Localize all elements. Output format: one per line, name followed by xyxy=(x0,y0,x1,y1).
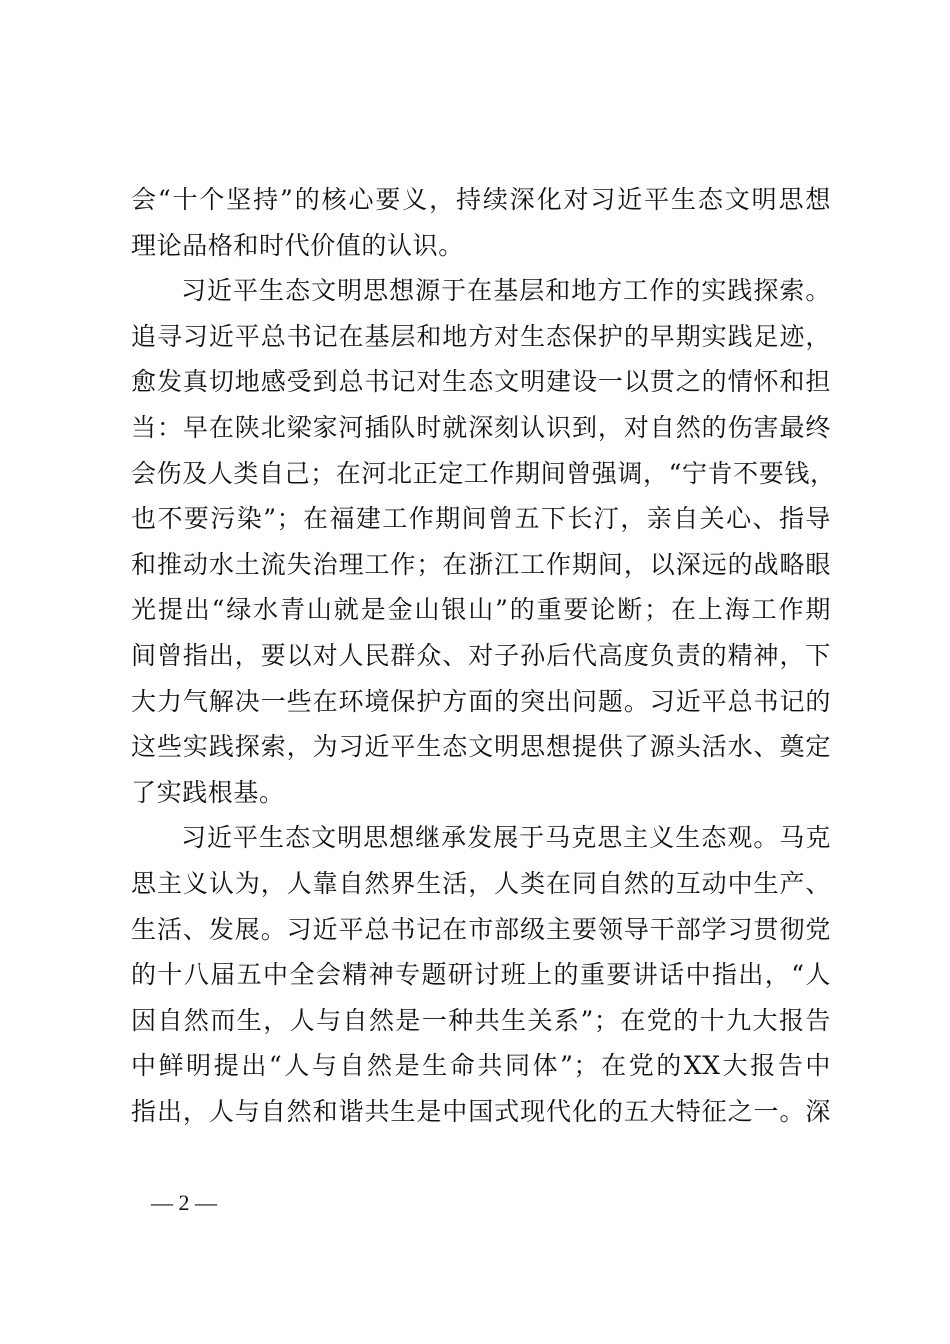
text-line: 这些实践探索，为习近平生态文明思想提供了源头活水、奠定 xyxy=(131,732,831,762)
text-line: 也不要污染”；在福建工作期间曾五下长汀，亲自关心、指导 xyxy=(131,504,831,534)
text-line: 因自然而生，人与自然是一种共生关系”；在党的十九大报告 xyxy=(131,1005,831,1035)
text-line: 习近平生态文明思想继承发展于马克思主义生态观。马克 xyxy=(181,823,831,853)
text-line: 当：早在陕北梁家河插队时就深刻认识到，对自然的伤害最终 xyxy=(131,412,831,442)
text-line: 追寻习近平总书记在基层和地方对生态保护的早期实践足迹， xyxy=(131,321,831,351)
text-line: 会“十个坚持”的核心要义，持续深化对习近平生态文明思想 xyxy=(131,185,831,214)
text-line: 愈发真切地感受到总书记对生态文明建设一以贯之的情怀和担 xyxy=(131,367,831,397)
text-line: 指出，人与自然和谐共生是中国式现代化的五大特征之一。深 xyxy=(131,1096,831,1126)
page-number: — 2 — xyxy=(151,1190,217,1215)
text-line: 间曾指出，要以对人民群众、对子孙后代高度负责的精神，下 xyxy=(131,640,831,670)
text-line: 光提出“绿水青山就是金山银山”的重要论断；在上海工作期 xyxy=(131,595,831,625)
text-line: 思主义认为，人靠自然界生活，人类在同自然的互动中生产、 xyxy=(131,868,831,898)
text-line: 会伤及人类自己；在河北正定工作期间曾强调，“宁肯不要钱， xyxy=(131,458,836,488)
text-line: 和推动水土流失治理工作；在浙江工作期间，以深远的战略眼 xyxy=(131,549,831,579)
text-line: 中鲜明提出“人与自然是生命共同体”；在党的XX大报告中 xyxy=(131,1051,831,1081)
text-line: 理论品格和时代价值的认识。 xyxy=(131,230,464,260)
body-text xyxy=(131,177,836,1134)
text-line: 生活、发展。习近平总书记在市部级主要领导干部学习贯彻党 xyxy=(131,914,831,944)
text-line: 的十八届五中全会精神专题研讨班上的重要讲话中指出，“人 xyxy=(131,960,831,990)
text-line: 大力气解决一些在环境保护方面的突出问题。习近平总书记的 xyxy=(131,686,831,716)
text-line: 习近平生态文明思想源于在基层和地方工作的实践探索。 xyxy=(181,276,831,306)
text-line: 了实践根基。 xyxy=(131,777,285,807)
